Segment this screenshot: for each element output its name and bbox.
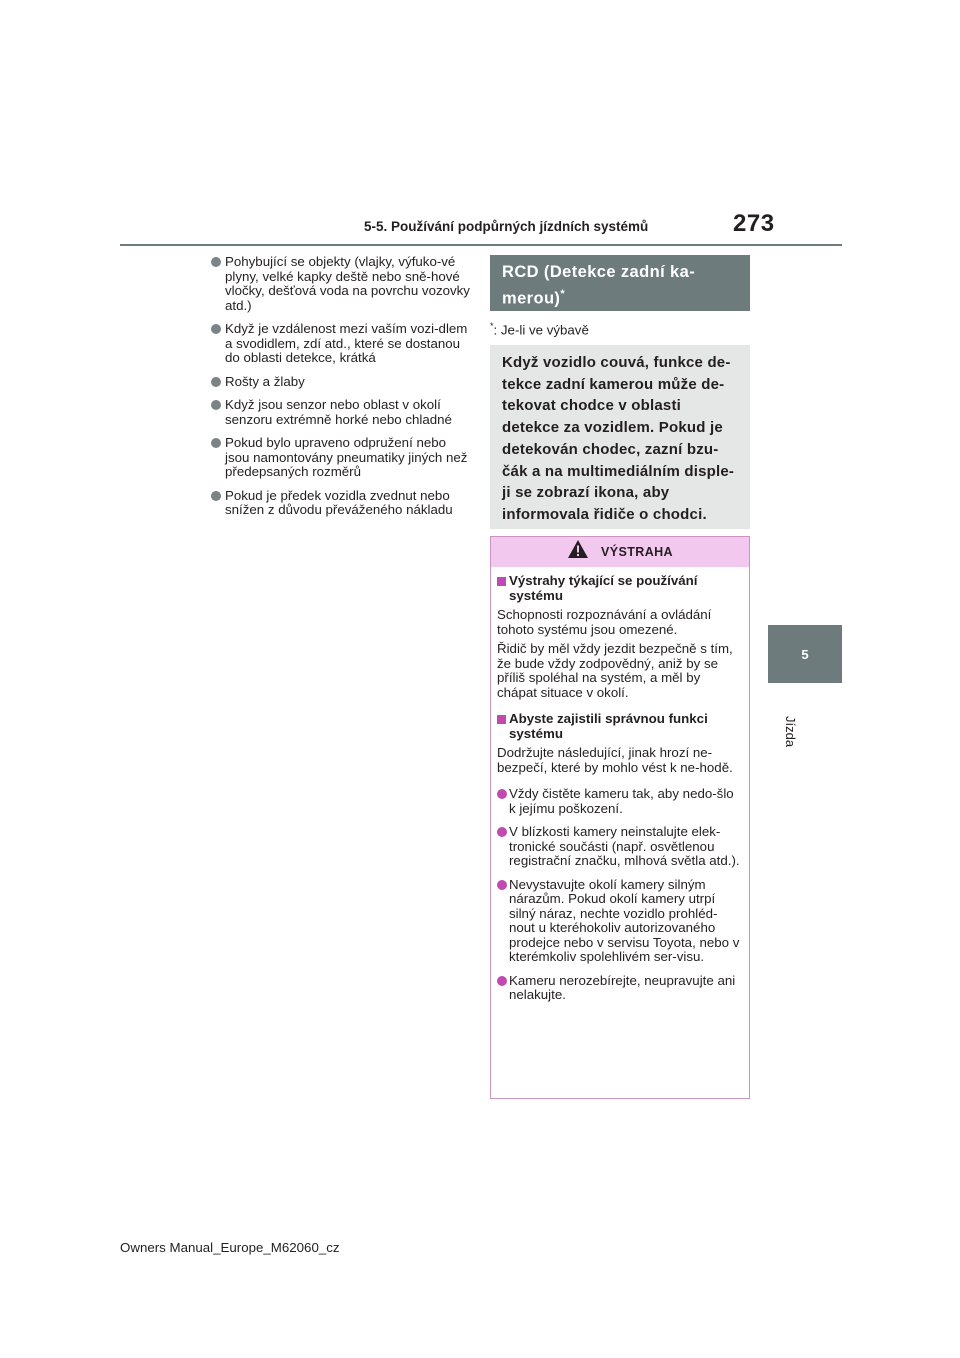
list-item: Rošty a žlaby xyxy=(211,375,473,390)
list-item: Nevystavujte okolí kamery silným nárazům. Pokud okolí kamery utrpí silný náraz, nechte vozidlo prohléd-nout u kteréhokoliv autorizovaného prodejce nebo v servisu Toyota, nebo v kterémkoliv spolehlivém ser-visu. xyxy=(497,878,743,965)
rcd-summary: Když vozidlo couvá, funkce de-tekce zadní kamerou může de-tekovat chodce v oblasti detekce za vozidlem. Pokud je detekován chodec, zazní bzu-čák a na multimediálním disple-ji se zobrazí ikona, aby informovala řidiče o chodci. xyxy=(490,345,750,529)
warning-header xyxy=(491,537,749,567)
square-bullet-icon xyxy=(497,577,506,586)
bullet-icon xyxy=(211,400,221,410)
page-number: 273 xyxy=(733,210,775,237)
list-item: Když je vzdálenost mezi vaším vozi-dlem a svodidlem, zdí atd., které se dostanou do oblasti detekce, krátká xyxy=(211,322,473,366)
availability-footnote xyxy=(490,321,589,337)
list-item: Vždy čistěte kameru tak, aby nedo-šlo k jejímu poškození. xyxy=(497,787,743,816)
list-item: Pohybující se objekty (vlajky, výfuko-vé plyny, velké kapky deště nebo sně-hové vločky, dešťová voda na povrchu vozovky atd.) xyxy=(211,255,473,313)
bullet-icon xyxy=(211,377,221,387)
bullet-icon xyxy=(211,438,221,448)
rcd-heading-mark: * xyxy=(560,288,566,300)
warning-triangle-icon xyxy=(567,539,589,559)
chapter-label: Jízda xyxy=(783,716,798,748)
rcd-heading-text: RCD (Detekce zadní ka-merou) xyxy=(502,263,696,308)
footnote-mark: * xyxy=(490,321,494,331)
warning-subheading: Abyste zajistili správnou funkci systému xyxy=(497,712,743,741)
warning-paragraph: Dodržujte následující, jinak hrozí ne-bezpečí, které by mohlo vést k ne-hodě. xyxy=(497,745,733,775)
chapter-label-container xyxy=(782,716,802,766)
bullet-icon xyxy=(211,491,221,501)
warning-paragraph: Schopnosti rozpoznávání a ovládání tohoto systému jsou omezené. xyxy=(497,607,712,637)
chapter-number: 5 xyxy=(801,646,809,662)
bullet-icon xyxy=(211,324,221,334)
bullet-icon xyxy=(497,789,507,799)
bullet-icon xyxy=(497,880,507,890)
square-bullet-icon xyxy=(497,715,506,724)
warning-body xyxy=(491,567,749,1003)
list-item: Pokud je předek vozidla zvednut nebo snížen z důvodu převáženého nákladu xyxy=(211,489,473,518)
footer-text: Owners Manual_Europe_M62060_cz xyxy=(120,1240,340,1255)
footnote-text: : Je-li ve výbavě xyxy=(493,322,589,338)
list-item: Kameru nerozebírejte, neupravujte ani nelakujte. xyxy=(497,974,743,1003)
left-column xyxy=(211,255,473,527)
section-title: 5-5. Používání podpůrných jízdních systémů xyxy=(364,219,649,234)
list-item: V blízkosti kamery neinstalujte elek-tronické součásti (např. osvětlenou registrační značku, mlhová světla atd.). xyxy=(497,825,743,869)
warning-box xyxy=(490,536,750,1099)
list-item: Když jsou senzor nebo oblast v okolí senzoru extrémně horké nebo chladné xyxy=(211,398,473,427)
bullet-icon xyxy=(497,827,507,837)
rcd-heading xyxy=(490,255,750,311)
bullet-icon xyxy=(497,976,507,986)
list-item: Pokud bylo upraveno odpružení nebo jsou namontovány pneumatiky jiných než předepsaných rozměrů xyxy=(211,436,473,480)
header-rule xyxy=(120,244,842,246)
bullet-icon xyxy=(211,257,221,267)
warning-paragraph: Řidič by měl vždy jezdit bezpečně s tím, že bude vždy zodpovědný, aniž by se příliš spoléhal na systém, a měl by chápat situace v okolí. xyxy=(497,641,733,700)
warning-subheading: Výstrahy týkající se používání systému xyxy=(497,574,743,603)
chapter-tab xyxy=(768,625,842,683)
warning-title: VÝSTRAHA xyxy=(601,545,673,559)
